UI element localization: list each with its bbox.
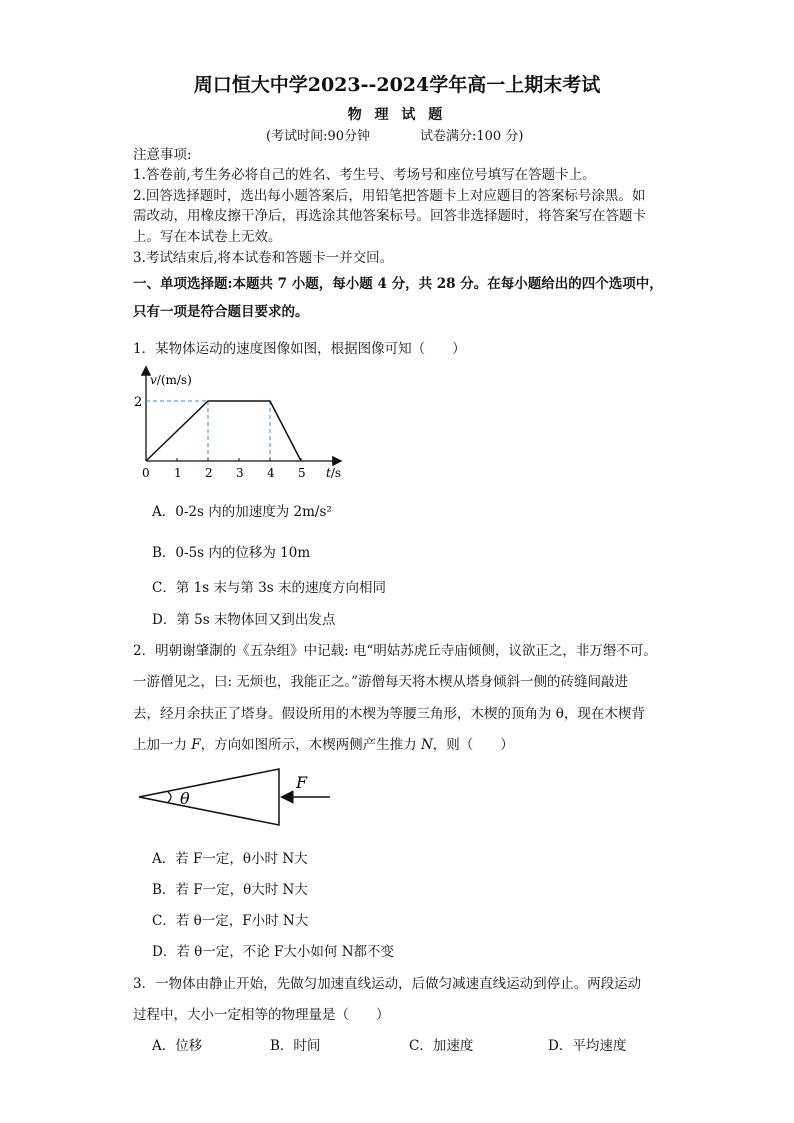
velocity-line	[146, 401, 301, 461]
q2-line4-c: ，则（ ）	[432, 737, 514, 753]
question-2-line-2: 一游僧见之，曰: 无烦也，我能正之。”游僧每天将木楔从塔身倾斜一侧的砖缝间敲进	[133, 674, 628, 690]
dashed-guides	[146, 401, 270, 461]
notes-heading: 注意事项:	[133, 147, 192, 163]
q2-option-c: C．若 θ一定，F小时 N大	[152, 913, 309, 929]
x-axis-label: t/s	[326, 466, 342, 480]
x-tick-1: 1	[174, 466, 182, 480]
q2-option-a: A．若 F一定，θ小时 N大	[152, 851, 308, 867]
tick-labels	[134, 395, 306, 480]
wedge-figure	[130, 762, 350, 832]
q2-line4-b: ，方向如图所示，木楔两侧产生推力	[200, 737, 421, 753]
y-tick-2: 2	[134, 395, 143, 410]
angle-theta-label: θ	[180, 789, 190, 808]
question-2-line-1: 2．明朝谢肇淛的《五杂组》中记载: 电“明姑苏虎丘寺庙倾侧，议欲正之，非万缗不可。	[133, 643, 657, 659]
notes-item-1: 1.答卷前,考生务必将自己的姓名、考生号、考场号和座位号填写在答题卡上。	[133, 167, 596, 183]
full-score: 试卷满分:100 分)	[420, 129, 524, 144]
notes-item-3: 3.考试结束后,将本试卷和答题卡一并交回。	[133, 250, 394, 266]
x-tick-5: 5	[298, 466, 306, 480]
question-2-line-4	[133, 733, 514, 753]
question-2-line-3: 去，经月余扶正了塔身。假设所用的木楔为等腰三角形，木楔的顶角为 θ，现在木楔背	[133, 706, 645, 722]
q3-option-d: D．平均速度	[548, 1038, 627, 1054]
q1-option-b: B．0-5s 内的位移为 10m	[152, 545, 311, 561]
q1-option-a: A．0-2s 内的加速度为 2m/s²	[152, 504, 332, 520]
q2-normal-symbol: N	[420, 737, 433, 753]
x-tick-4: 4	[267, 466, 275, 480]
q2-option-d: D．若 θ一定，不论 F大小如何 N都不变	[152, 944, 395, 960]
q3-option-c: C．加速度	[409, 1038, 474, 1054]
subject-title: 物 理 试 题	[347, 107, 447, 123]
question-3-line-1: 3．一物体由静止开始，先做匀加速直线运动，后做匀减速直线运动到停止。两段运动	[133, 976, 642, 992]
section-1-heading: 一、单项选择题:本题共 7 小题，每小题 4 分，共 28 分。在每小题给出的四个选项中，	[133, 276, 663, 292]
notes-item-2-line-3: 上。写在本试卷上无效。	[133, 229, 282, 245]
q2-force-symbol: F	[191, 737, 201, 753]
wedge-triangle	[139, 769, 279, 825]
section-1-heading-cont: 只有一项是符合题目要求的。	[133, 304, 309, 320]
notes-item-2-line-2: 需改动，用橡皮擦干净后，再选涂其他答案标号。回答非选择题时，将答案写在答题卡	[133, 208, 646, 224]
notes-item-2-line-1: 2.回答选择题时，选出每小题答案后，用铅笔把答题卡上对应题目的答案标号涂黑。如	[133, 188, 646, 204]
y-axis-label: v/(m/s)	[150, 373, 192, 387]
q2-line4-a: 上加一力	[133, 737, 192, 753]
question-1-stem: 1．某物体运动的速度图像如图，根据图像可知（ ）	[133, 341, 466, 357]
page-title: 周口恒大中学2023--2024学年高一上期末考试	[193, 74, 601, 96]
velocity-time-chart	[130, 362, 360, 482]
question-3-line-2: 过程中，大小一定相等的物理量是（ ）	[133, 1007, 390, 1023]
force-f-label: F	[296, 773, 308, 792]
x-tick-3: 3	[236, 466, 244, 480]
angle-arc	[168, 792, 171, 802]
x-tick-0: 0	[142, 466, 150, 480]
q2-option-b: B．若 F一定，θ大时 N大	[152, 882, 308, 898]
exam-time: (考试时间:90分钟	[266, 129, 370, 144]
q1-option-c: C．第 1s 末与第 3s 末的速度方向相同	[152, 580, 387, 596]
q3-option-a: A．位移	[152, 1038, 203, 1054]
q3-option-b: B．时间	[270, 1038, 321, 1054]
x-tick-2: 2	[205, 466, 213, 480]
q1-option-d: D．第 5s 末物体回又到出发点	[152, 612, 336, 628]
